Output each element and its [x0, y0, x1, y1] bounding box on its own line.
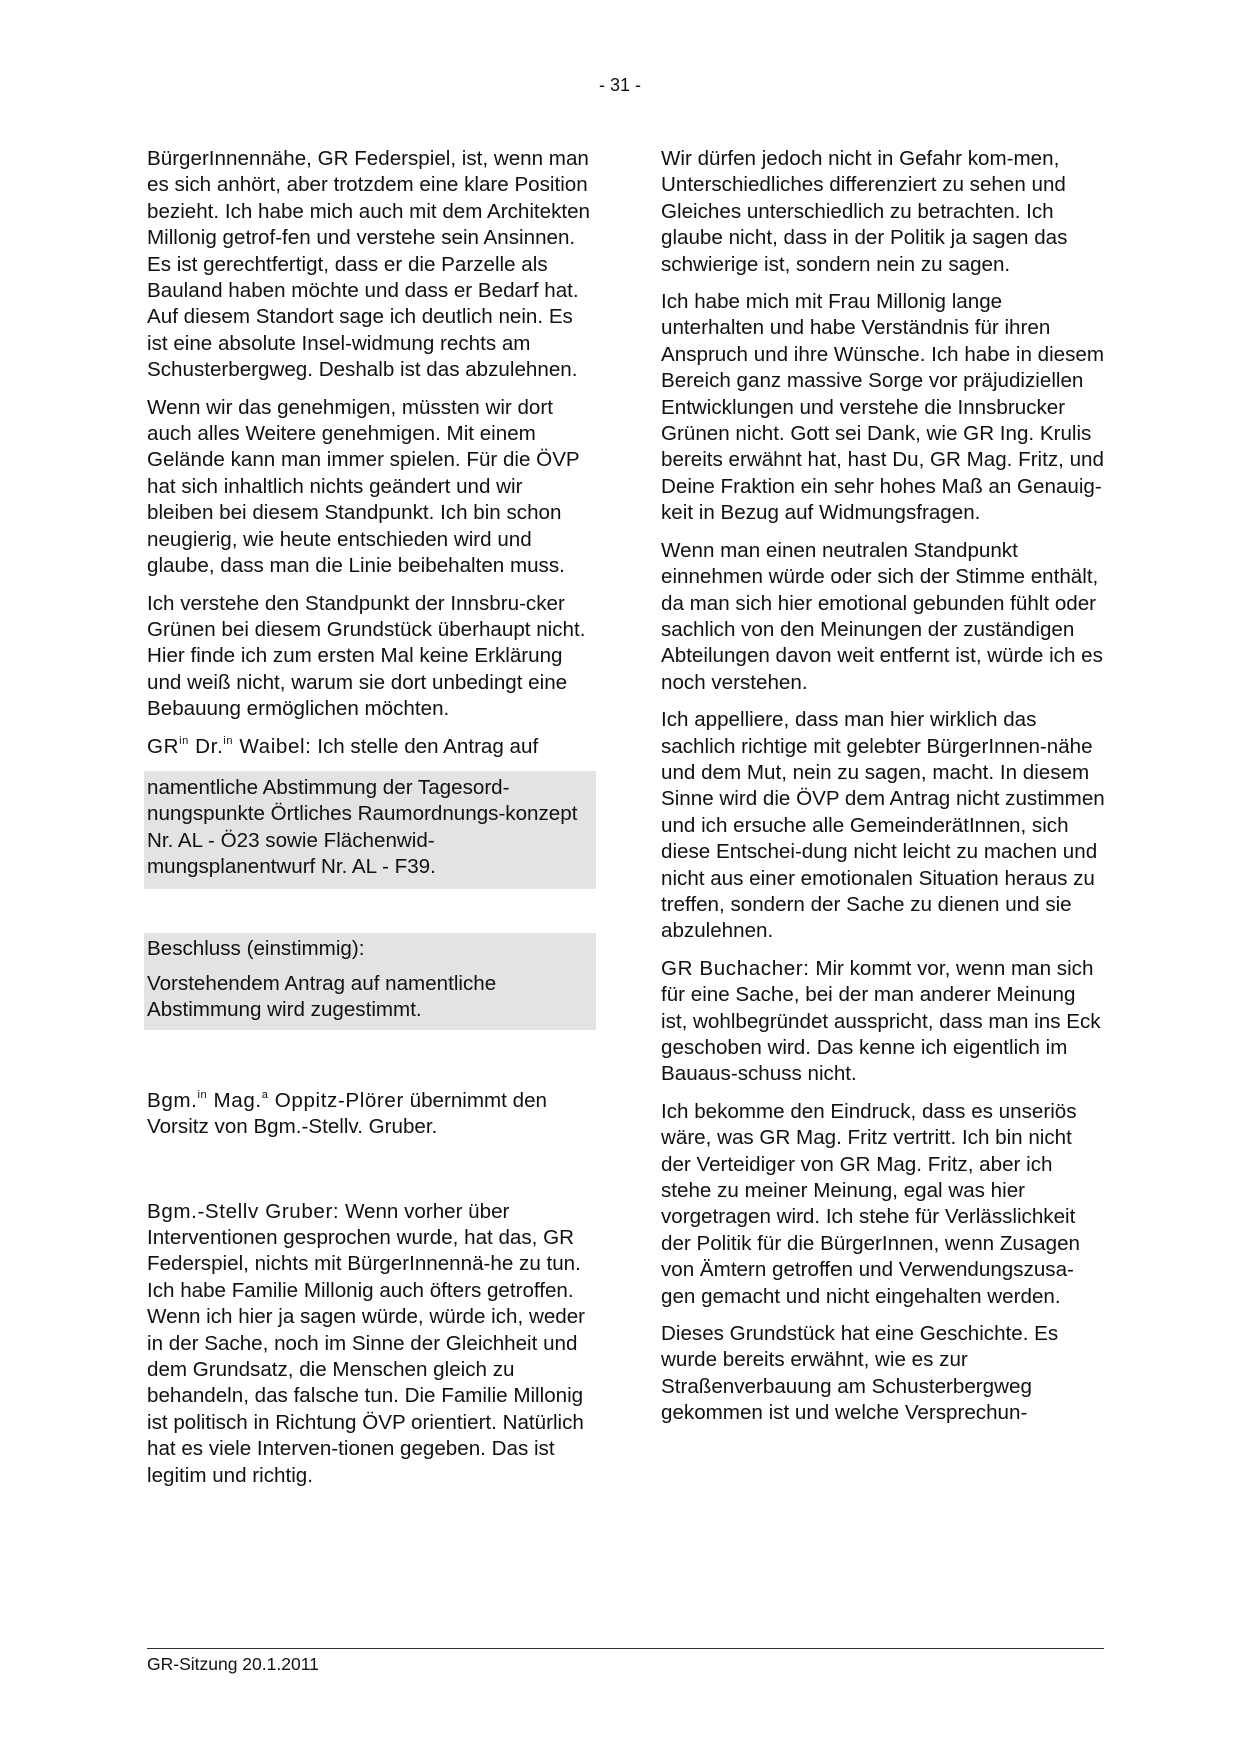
speaker-paragraph-buchacher: [661, 956, 1107, 1088]
resolution-title: Beschluss (einstimmig):: [147, 936, 365, 960]
resolution-box: [144, 933, 596, 1030]
chair-note: [147, 1088, 593, 1141]
speech-text: Mir kommt vor, wenn man sich für eine Sache, bei der man anderer Meinung ist, wohlbegründet ausspricht, dass man ins Eck geschoben wird. Das kenne ich eigentlich im Bauaus-schuss nicht.: [661, 956, 1101, 1086]
footer-text: GR-Sitzung 20.1.2011: [147, 1654, 319, 1674]
motion-box: [144, 771, 596, 889]
speaker-name: Bgm.-Stellv Gruber:: [147, 1199, 340, 1223]
paragraph: Ich bekomme den Eindruck, dass es unseriös wäre, was GR Mag. Fritz vertritt. Ich bin nicht der Verteidiger von GR Mag. Fritz, aber ich stehe zu meiner Meinung, egal was hier vorgetragen wird. Ich stehe für Verlässlichkeit der Politik für die BürgerInnen, wenn Zusagen von Ämtern getroffen und Verwendungszusa-gen gemacht und nicht eingehalten werden.: [661, 1099, 1080, 1308]
page-number: - 31 -: [598, 75, 641, 95]
paragraph: Wenn wir das genehmigen, müssten wir dort auch alles Weitere genehmigen. Mit einem Gelände kann man immer spielen. Für die ÖVP hat sich inhaltlich nichts geändert und wir bleiben bei diesem Standpunkt. Ich bin schon neugierig, wie heute entschieden wird und glaube, dass man die Linie beibehalten muss.: [147, 395, 580, 578]
note-text: übernimmt den Vorsitz von Bgm.-Stellv. Gruber.: [147, 1088, 547, 1139]
speech-text: Wenn vorher über Interventionen gesprochen wurde, hat das, GR Federspiel, nichts mit BürgerInnennä-he zu tun. Ich habe Familie Millonig auch öfters getroffen. Wenn ich hier ja sagen würde, würde ich, weder in der Sache, noch im Sinne der Gleichheit und dem Grundsatz, die Menschen gleich zu behandeln, das falsche tun. Die Familie Millonig ist politisch in Richtung ÖVP orientiert. Natürlich hat es viele Interven-tionen gegeben. Das ist legitim und richtig.: [147, 1199, 586, 1487]
paragraph: Dieses Grundstück hat eine Geschichte. Es wurde bereits erwähnt, wie es zur Straßenverbauung am Schusterbergweg gekommen ist und welche Versprechun-: [661, 1322, 1059, 1425]
speaker-paragraph-gruber: [147, 1199, 593, 1489]
paragraph: Ich verstehe den Standpunkt der Innsbru-cker Grünen bei diesem Grundstück überhaupt nicht. Hier finde ich zum ersten Mal keine Erklärung und weiß nicht, warum sie dort unbedingt eine Bebauung ermöglichen möchten.: [147, 591, 586, 721]
footer-divider: [147, 1648, 1104, 1649]
paragraph: Ich habe mich mit Frau Millonig lange unterhalten und habe Verständnis für ihren Anspruch und ihre Wünsche. Ich habe in diesem Bereich ganz massive Sorge vor präjudiziellen Entwicklungen und verstehe die Innsbrucker Grünen nicht. Gott sei Dank, wie GR Ing. Krulis bereits erwähnt hat, hast Du, GR Mag. Fritz, und Deine Fraktion ein sehr hohes Maß an Genauig-keit in Bezug auf Widmungsfragen.: [661, 290, 1105, 525]
paragraph: Wir dürfen jedoch nicht in Gefahr kom-men, Unterschiedliches differenziert zu sehen und Gleiches unterschiedlich zu betrachten. Ich glaube nicht, dass in der Politik ja sagen das schwierige ist, sondern nein zu sagen.: [661, 147, 1068, 276]
motion-text: namentliche Abstimmung der Tagesord-nungspunkte Örtliches Raumordnungs-konzept Nr. AL - Ö23 sowie Flächenwid-mungsplanentwurf Nr. AL - F39.: [147, 775, 578, 879]
speaker-name: $GR^{in}$ Dr.$^{in}$ Waibel:: [147, 734, 312, 758]
paragraph: Ich appelliere, dass man hier wirklich das sachlich richtige mit gelebter BürgerInnen-nähe und dem Mut, nein zu sagen, macht. In diesem Sinne wird die ÖVP dem Antrag nicht zustimmen und ich ersuche alle GemeinderätInnen, sich diese Entschei-dung nicht leicht zu machen und nicht aus einer emotionalen Situation heraus zu treffen, sondern der Sache zu dienen und sie abzulehnen.: [661, 708, 1105, 943]
paragraph: BürgerInnennähe, GR Federspiel, ist, wenn man es sich anhört, aber trotzdem eine klare Position bezieht. Ich habe mich auch mit dem Architekten Millonig getrof-fen und verstehe sein Ansinnen. Es ist gerechtfertigt, dass er die Parzelle als Bauland haben möchte und dass er Bedarf hat. Auf diesem Standort sage ich deutlich nein. Es ist eine absolute Insel-widmung rechts am Schusterbergweg. Deshalb ist das abzulehnen.: [147, 147, 590, 382]
right-column: [661, 146, 1107, 1438]
paragraph: Wenn man einen neutralen Standpunkt einnehmen würde oder sich der Stimme enthält, da man sich hier emotional gebunden fühlt oder sachlich von den Meinungen der zuständigen Abteilungen davon weit entfernt ist, würde ich es noch verstehen.: [661, 538, 1103, 694]
resolution-text: Vorstehendem Antrag auf namentliche Abstimmung wird zugestimmt.: [147, 971, 497, 1022]
speaker-paragraph-waibel: [147, 734, 593, 760]
left-column: [147, 146, 593, 1500]
speaker-name: Bgm.$^{in}$ Mag.$^a$ Oppitz-Plörer: [147, 1088, 404, 1112]
speech-text: Ich stelle den Antrag auf: [311, 734, 539, 758]
speaker-name: GR Buchacher:: [661, 956, 810, 980]
